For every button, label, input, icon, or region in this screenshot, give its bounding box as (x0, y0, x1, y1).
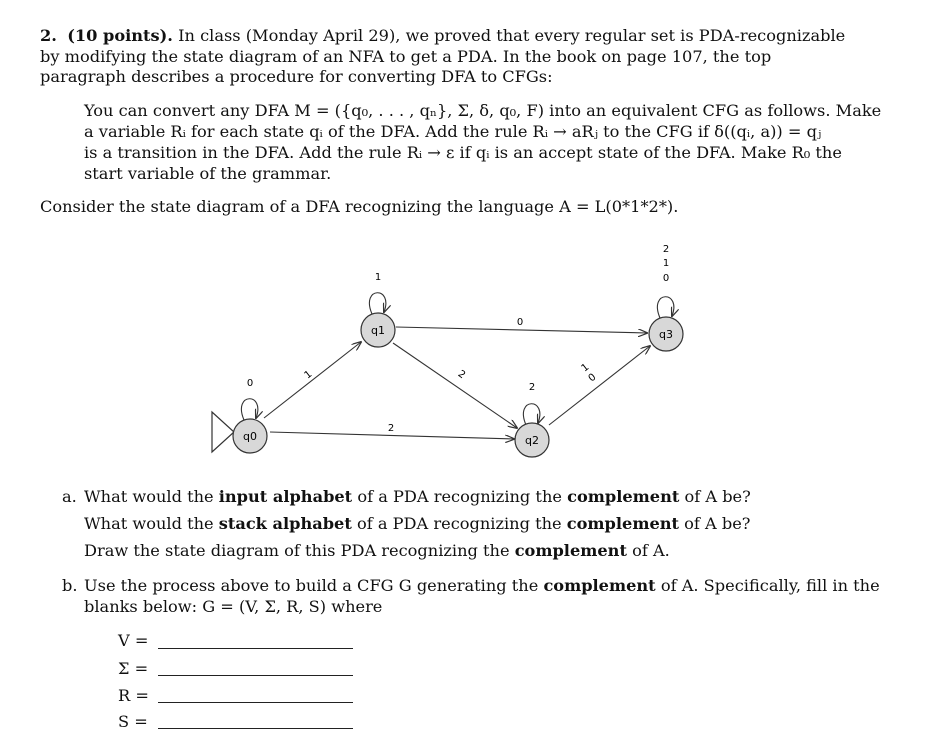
label-edge-q2-q3-b: 0 (586, 371, 599, 385)
consider-line: Consider the state diagram of a DFA recognizing the language A = L(0*1*2*). (40, 197, 679, 216)
part-b-line-2: blanks below: G = (V, Σ, R, S) where (84, 597, 383, 616)
blank-label-sigma: Σ = (118, 659, 149, 678)
edge-q1-q2 (393, 343, 517, 428)
edge-q0-q1 (264, 342, 361, 418)
problem-intro-text: In class (Monday April 29), we proved that every regular set is PDA-recognizable by modifying the state diagram of an NFA to get a PDA. In the book on page 107, the top paragraph describes a procedure for converting DFA to CFGs: (40, 26, 846, 86)
blank-line-r[interactable] (158, 702, 353, 703)
part-a-line-3-pre: Draw the state diagram of this PDA recognizing the (84, 541, 515, 560)
state-q2-label: q2 (525, 434, 539, 447)
part-a-line-2-pre: What would the (84, 514, 219, 533)
state-q3-label: q3 (659, 328, 673, 341)
blank-line-v[interactable] (158, 648, 353, 649)
quote-line-2: a variable Rᵢ for each state qᵢ of the DFA. Add the rule Rᵢ → aRⱼ to the CFG if δ((qᵢ, a)) = qⱼ (84, 122, 822, 141)
label-loop-q3-c: 0 (662, 273, 670, 284)
part-a-line-1-pre: What would the (84, 487, 219, 506)
start-arrow-icon (212, 412, 234, 452)
label-loop-q0: 0 (246, 378, 254, 389)
part-a-line-3-post: of A. (626, 541, 670, 560)
part-a-line-2-bold-2: complement (566, 514, 679, 533)
part-b-line-1 (84, 576, 880, 597)
loop-q2 (523, 404, 539, 425)
part-a-line-1-mid: of a PDA recognizing the (352, 487, 568, 506)
blank-label-r: R = (118, 686, 149, 705)
quote-line-3: is a transition in the DFA. Add the rule Rᵢ → ε if qᵢ is an accept state of the DFA. Make R₀ the (84, 143, 842, 162)
part-b-line-1-post: of A. Specifically, fill in the (655, 576, 880, 595)
part-a-label: a. (62, 487, 77, 506)
part-a-line-1-post: of A be? (679, 487, 751, 506)
problem-points: (10 points). (67, 26, 173, 45)
blank-line-s[interactable] (158, 728, 353, 729)
part-a-line-3-bold: complement (514, 541, 627, 560)
label-loop-q2: 2 (528, 382, 536, 393)
state-q0-label: q0 (243, 430, 257, 443)
part-a-line-1-bold-2: complement (567, 487, 680, 506)
blank-label-v: V = (118, 631, 149, 650)
blank-line-sigma[interactable] (158, 675, 353, 676)
label-edge-q1-q2: 2 (455, 368, 468, 382)
part-b-line-1-bold: complement (543, 576, 656, 595)
label-loop-q3-a: 2 (662, 244, 670, 255)
part-b-line-1-pre: Use the process above to build a CFG G generating the (84, 576, 544, 595)
part-a-line-3 (84, 541, 670, 562)
label-loop-q3-b: 1 (662, 258, 670, 269)
label-edge-q0-q1: 1 (302, 368, 315, 382)
state-q1-label: q1 (371, 324, 385, 337)
edge-q2-q3 (549, 346, 650, 425)
part-b-label: b. (62, 576, 78, 595)
label-edge-q2-q3-a: 1 (579, 361, 592, 375)
loop-q1 (369, 293, 385, 314)
part-a-line-1-bold-1: input alphabet (218, 487, 353, 506)
loop-q3 (657, 297, 673, 318)
loop-q0 (241, 399, 257, 420)
part-a-line-2 (84, 514, 750, 535)
quote-line-1: You can convert any DFA M = ({q₀, . . . , qₙ}, Σ, δ, q₀, F) into an equivalent CFG as follows. Make (84, 101, 882, 120)
blank-label-s: S = (118, 712, 148, 731)
part-a-line-2-bold-1: stack alphabet (218, 514, 352, 533)
quote-line-4: start variable of the grammar. (84, 164, 332, 183)
label-loop-q1: 1 (374, 272, 382, 283)
part-a-line-2-mid: of a PDA recognizing the (351, 514, 567, 533)
part-a-line-1 (84, 487, 751, 508)
problem-number: 2. (40, 26, 57, 45)
label-edge-q1-q3: 0 (516, 317, 524, 328)
label-edge-q0-q2: 2 (387, 423, 395, 434)
part-a-line-2-post: of A be? (679, 514, 751, 533)
